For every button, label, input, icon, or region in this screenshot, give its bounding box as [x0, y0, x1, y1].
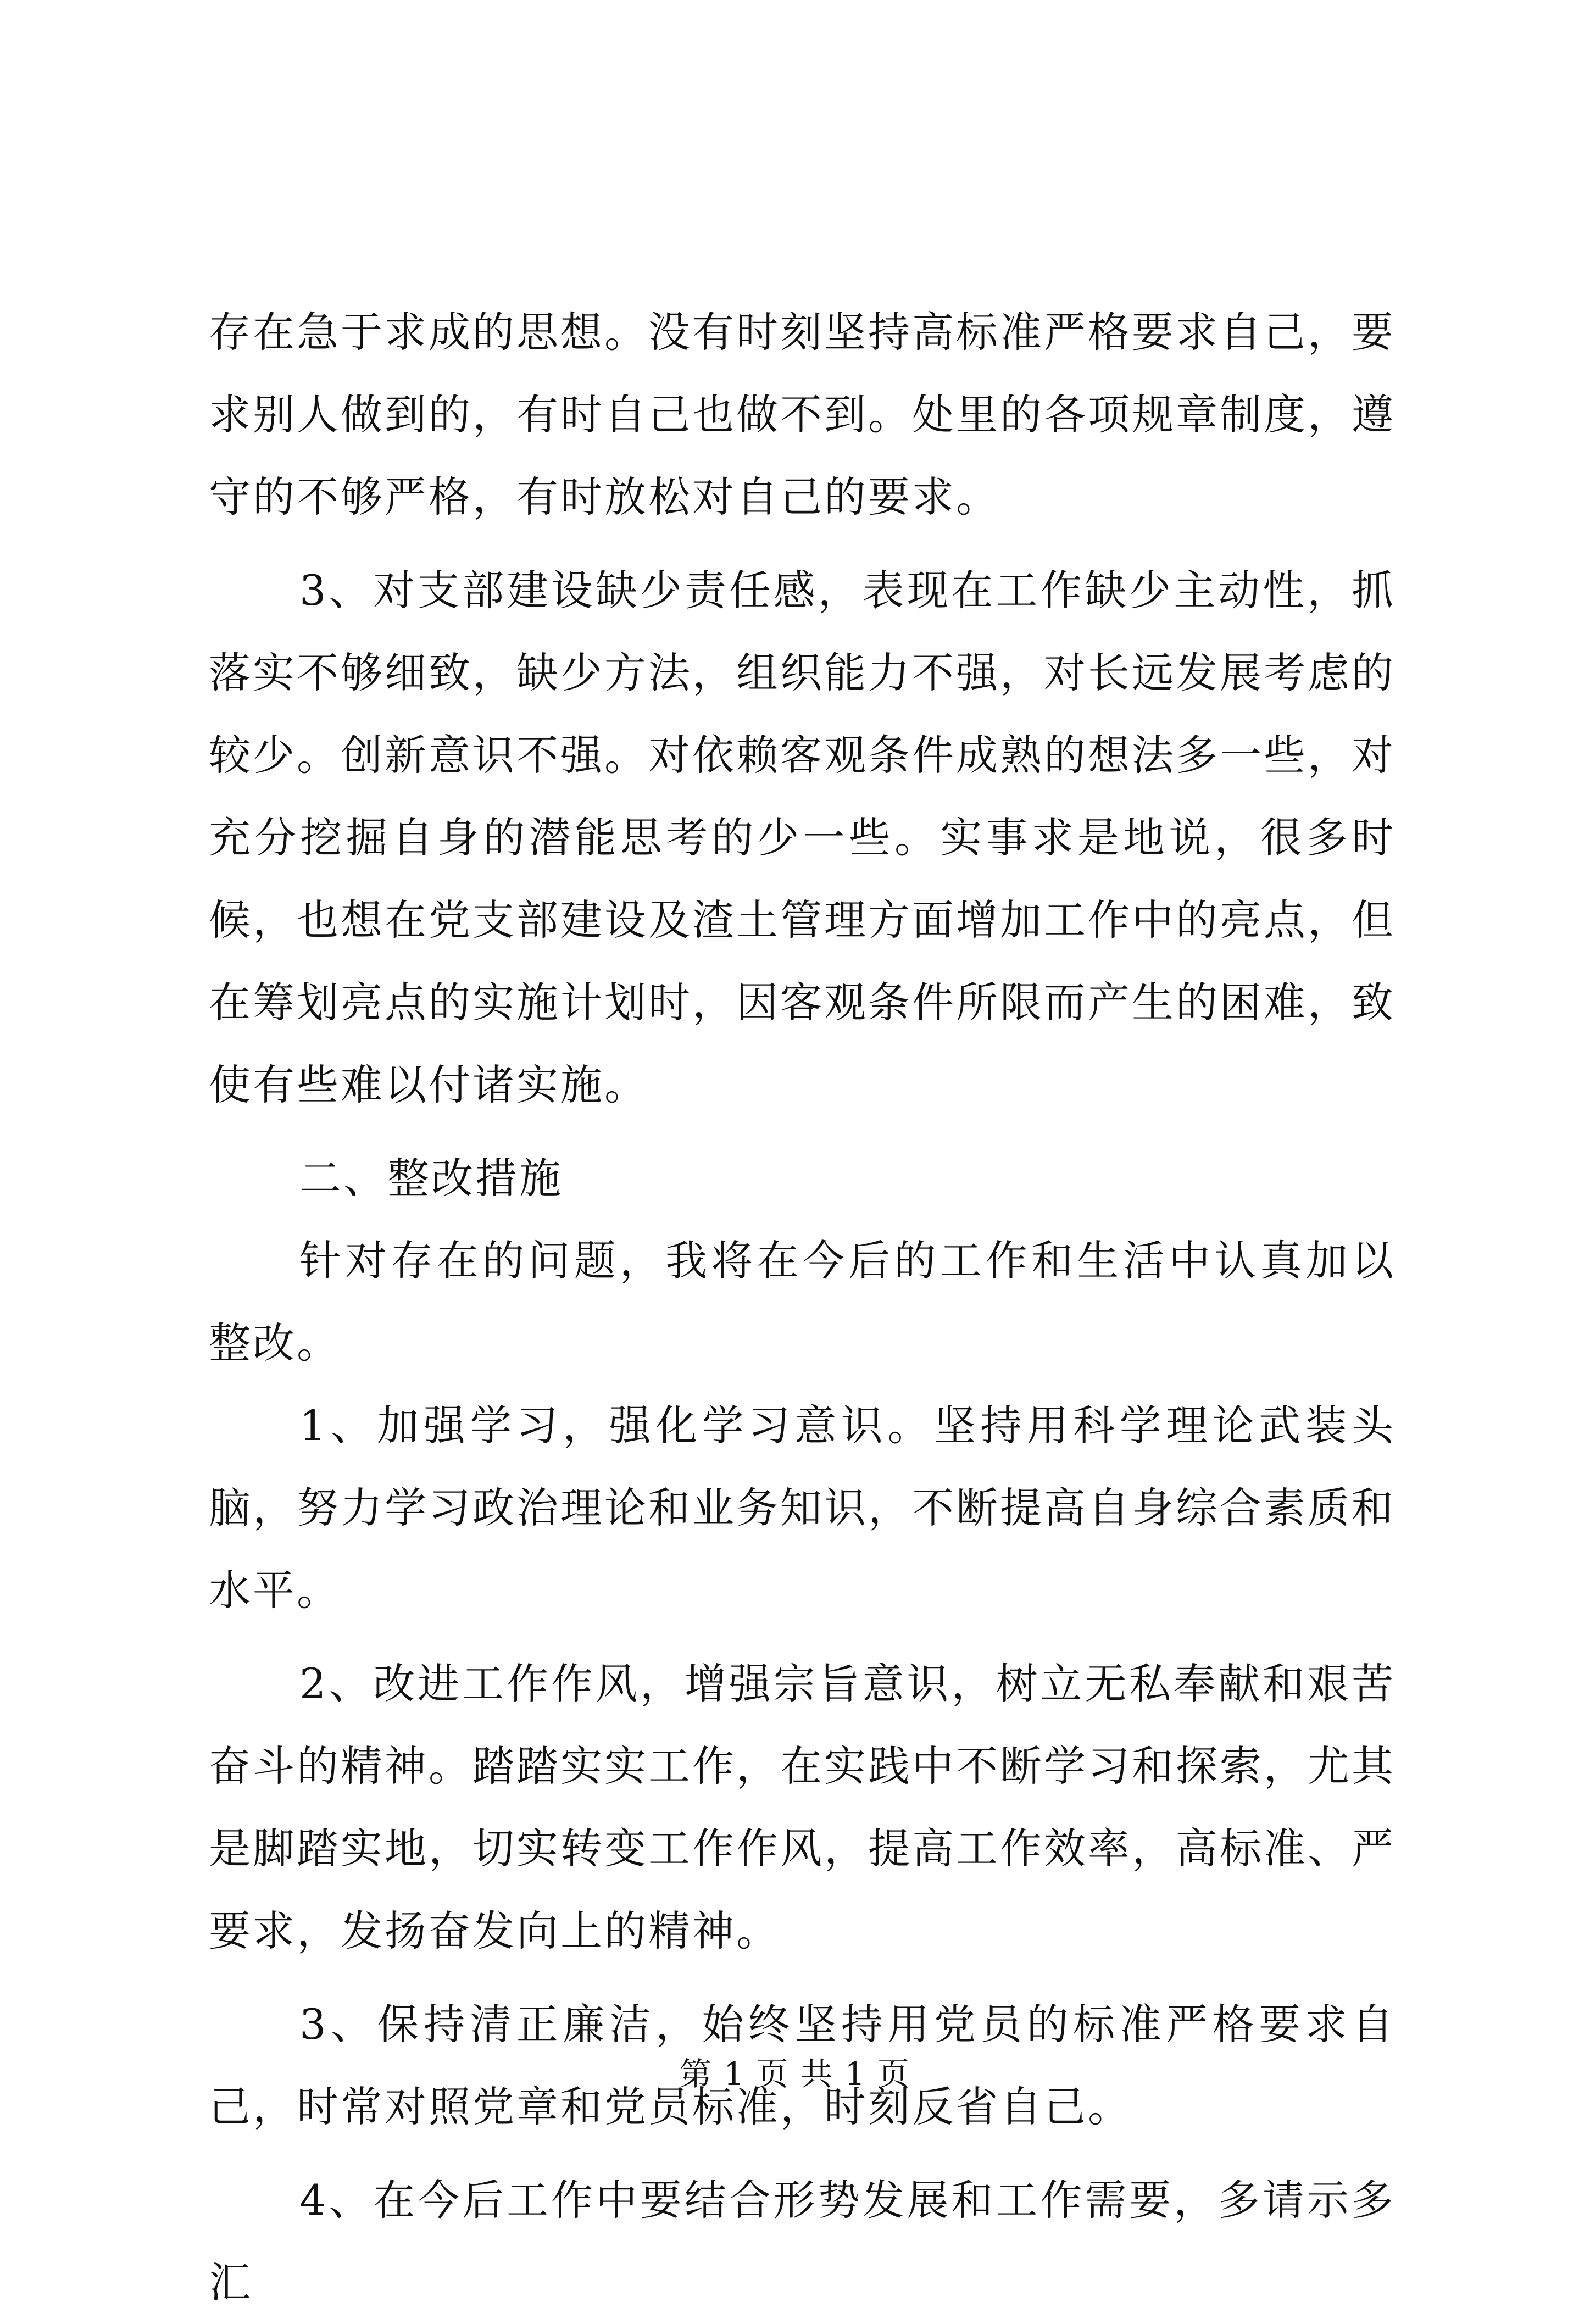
paragraph-measure-2: 2、改进工作作风，增强宗旨意识，树立无私奉献和艰苦奋斗的精神。踏踏实实工作，在实践中不断学习和探索，尤其是脚踏实地，切实转变工作作风，提高工作效率，高标准、严要求，发扬奋发向上的精神。 [209, 1659, 1396, 1955]
paragraph-point-3: 3、对支部建设缺少责任感，表现在工作缺少主动性，抓落实不够细致，缺少方法，组织能力不强，对长远发展考虑的较少。创新意识不强。对依赖客观条件成熟的想法多一些，对充分挖掘自身的潜能思考的少一些。实事求是地说，很多时候，也想在党支部建设及渣土管理方面增加工作中的亮点，但在筹划亮点的实施计划时，因客观条件所限而产生的困难，致使有些难以付诸实施。 [209, 566, 1396, 1109]
paragraph-measure-3: 3、保持清正廉洁，始终坚持用党员的标准严格要求自己，时常对照党章和党员标准，时刻反省自己。 [209, 2000, 1396, 2131]
paragraph-continued: 存在急于求成的思想。没有时刻坚持高标准严格要求自己，要求别人做到的，有时自己也做不到。处里的各项规章制度，遵守的不够严格，有时放松对自己的要求。 [209, 308, 1396, 521]
paragraph-intro: 针对存在的问题，我将在今后的工作和生活中认真加以整改。 [209, 1236, 1396, 1367]
page-footer: 第 1 页 共 1 页 [680, 2055, 910, 2093]
paragraph-measure-1: 1、加强学习，强化学习意识。坚持用科学理论武装头脑，努力学习政治理论和业务知识，不断提高自身综合素质和水平。 [209, 1401, 1396, 1615]
paragraph-measure-4: 4、在今后工作中要结合形势发展和工作需要，多请示多汇 [209, 2176, 1396, 2307]
section-heading-rectification: 二、整改措施 [299, 1154, 563, 1203]
document-body [209, 291, 1396, 2324]
